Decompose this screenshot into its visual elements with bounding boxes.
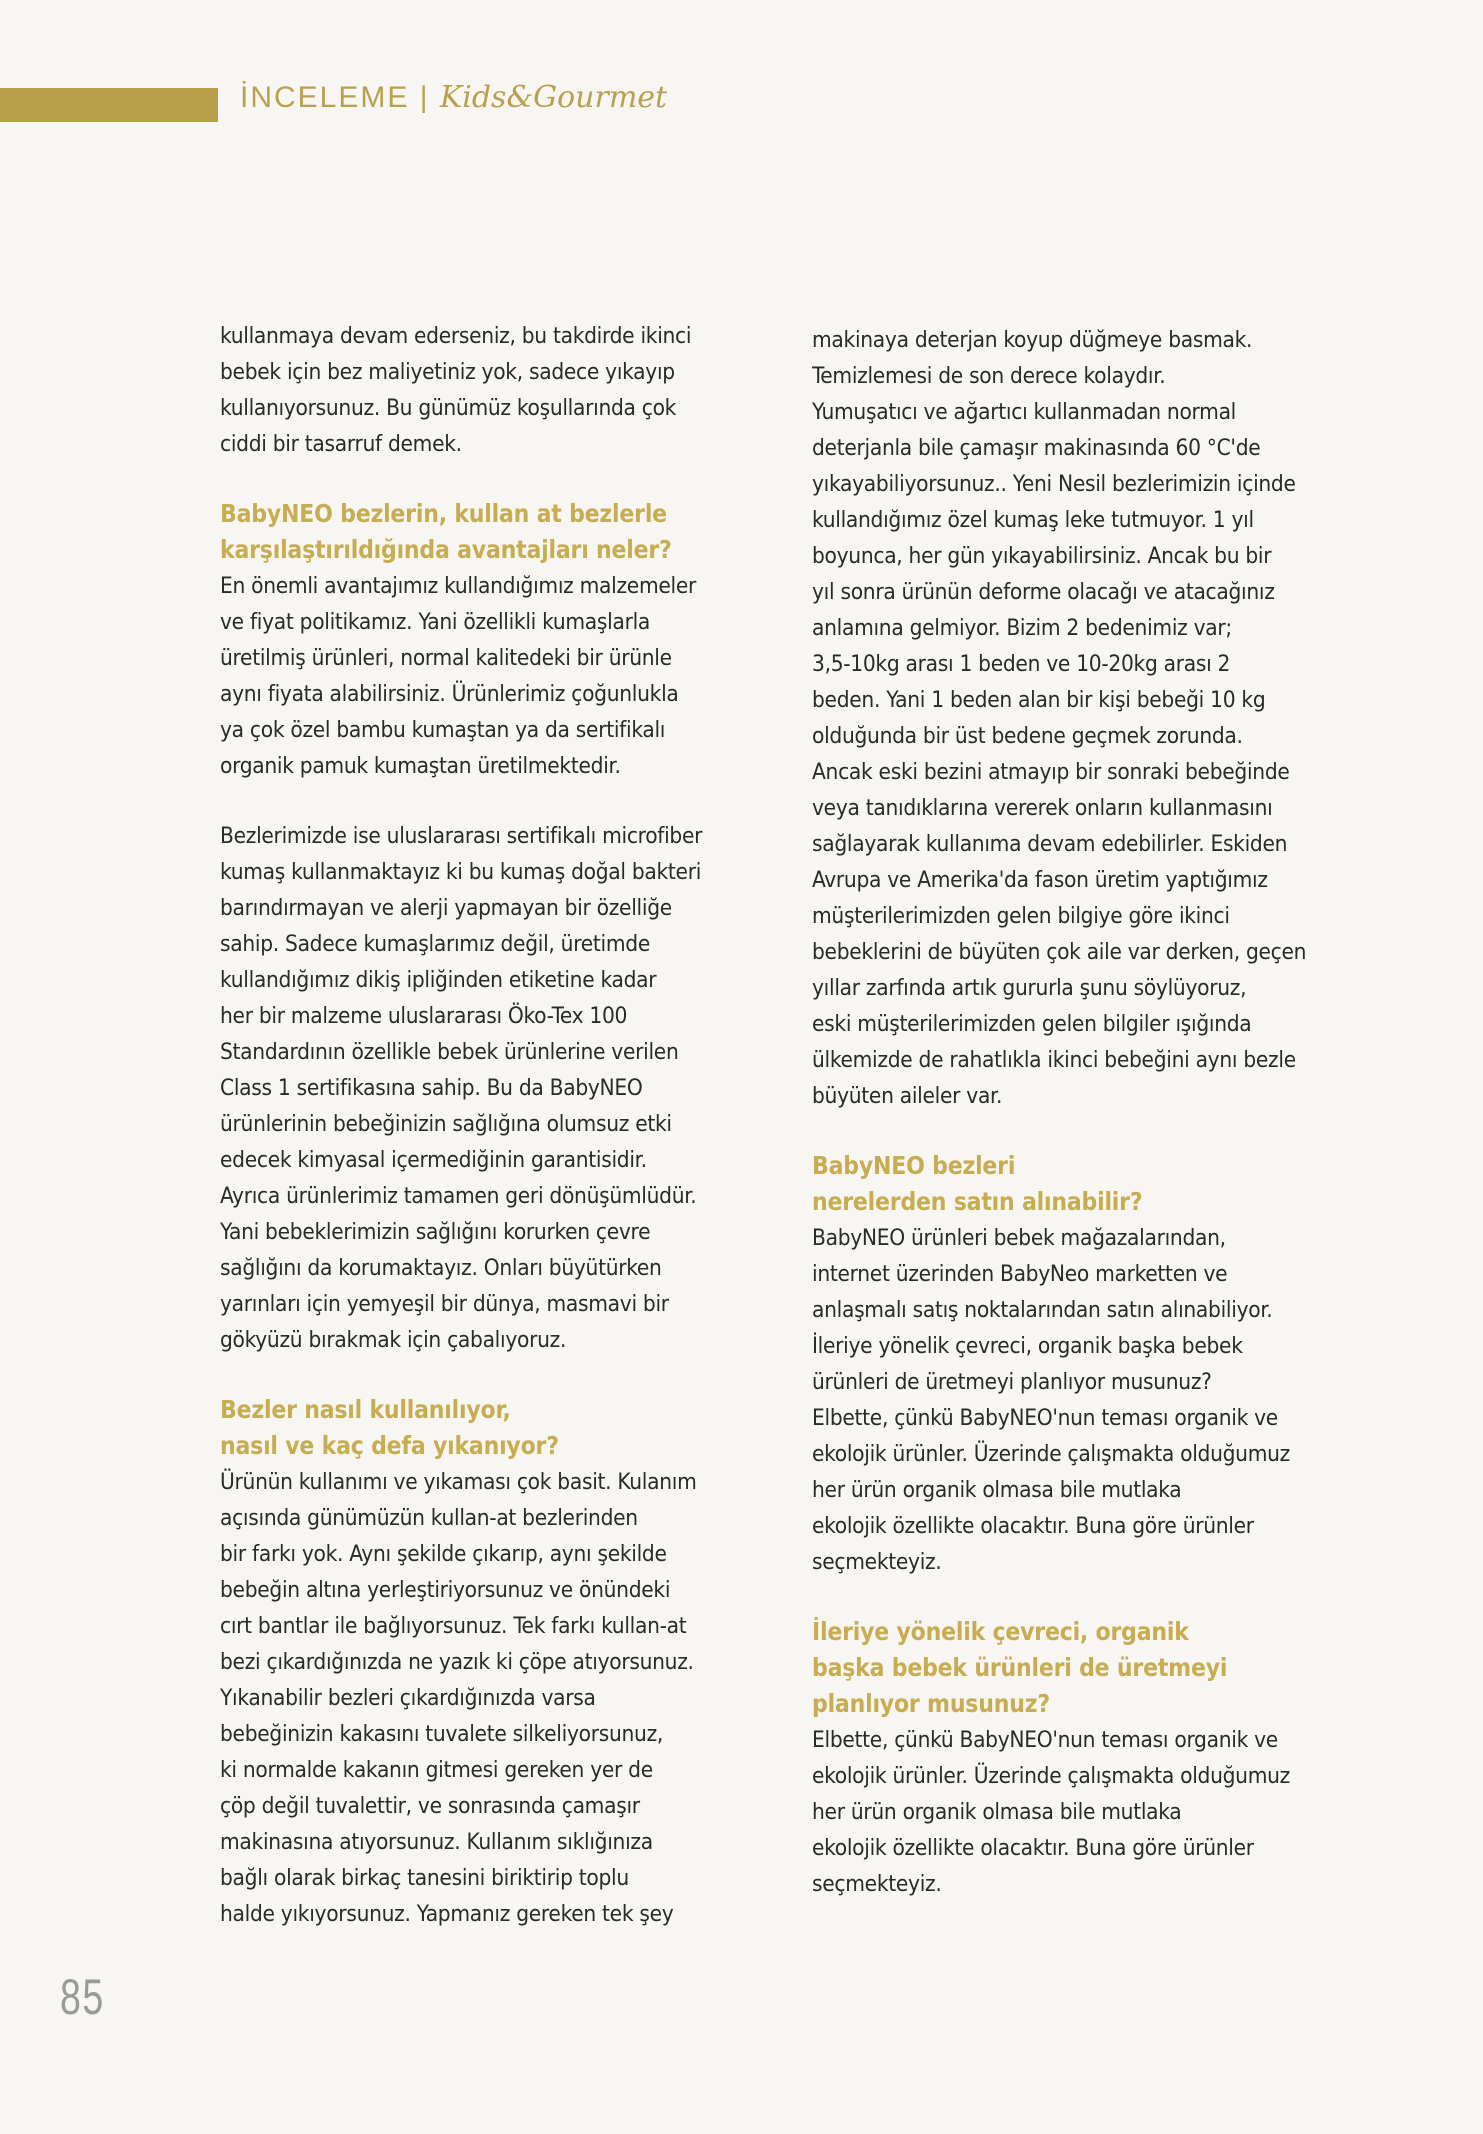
section-label: İNCELEME | [240, 81, 440, 114]
paragraph: En önemli avantajımız kullandığımız malzemeler ve fiyat politikamız. Yani özellikli kumaşlarla üretilmiş ürünleri, normal kalitedeki bir ürünle aynı fiyata alabilirsiniz. Ürünlerimiz çoğunlukla ya çok özel bambu kumaştan ya da sertifikalı organik pamuk kumaştan üretilmektedir. [220, 573, 697, 779]
header-accent-bar [0, 88, 218, 122]
paragraph: BabyNEO ürünleri bebek mağazalarından, internet üzerinden BabyNeo marketten ve anlaşmalı satış noktalarından satın alınabiliyor. İleriye yönelik çevreci, organik başka bebek ürünleri de üretmeyi planlıyor musunuz? Elbette, çünkü BabyNEO'nun teması organik ve ekolojik ürünler. Üzerinde çalışmakta olduğumuz her ürün organik olmasa bile mutlaka ekolojik özellikte olacaktır. Buna göre ürünler seçmekteyiz. [812, 1225, 1290, 1575]
running-header [240, 80, 667, 115]
paragraph: Elbette, çünkü BabyNEO'nun teması organik ve ekolojik ürünler. Üzerinde çalışmakta olduğumuz her ürün organik olmasa bile mutlaka ekolojik özellikte olacaktır. Buna göre ürünler seçmekteyiz. [812, 1727, 1290, 1897]
brand-name: Kids&Gourmet [439, 80, 668, 115]
paragraph: makinaya deterjan koyup düğmeye basmak. Temizlemesi de son derece kolaydır. Yumuşatıcı ve ağartıcı kullanmadan normal deterjanla bile çamaşır makinasında 60 °C'de yıkayabiliyorsunuz.. Yeni Nesil bezlerimizin içinde kullandığımız özel kumaş leke tutmuyor. 1 yıl boyunca, her gün yıkayabilirsiniz. Ancak bu bir yıl sonra ürünün deforme olacağı ve atacağınız anlamına gelmiyor. Bizim 2 bedenimiz var; 3,5-10kg arası 1 beden ve 10-20kg arası 2 beden. Yani 1 beden alan bir kişi bebeği 10 kg olduğunda bir üst bedene geçmek zorunda. Ancak eski bezini atmayıp bir sonraki bebeğinde veya tanıdıklarına vererek onların kullanmasını sağlayarak kullanıma devam edebilirler. Eskiden Avrupa ve Amerika'da fason üretim yaptığımız müşterilerimizden gelen bilgiye göre ikinci bebeklerini de büyüten çok aile var derken, geçen yıllar zarfında artık gururla şunu söylüyoruz, eski müşterilerimizden gelen bilgiler ışığında ülkemizde de rahatlıkla ikinci bebeğini aynı bezle büyüten aileler var. [812, 327, 1307, 1109]
paragraph: kullanmaya devam ederseniz, bu takdirde ikinci bebek için bez maliyetiniz yok, sadece yıkayıp kullanıyorsunuz. Bu günümüz koşullarında çok ciddi bir tasarruf demek. [220, 323, 692, 457]
question-heading: Bezler nasıl kullanılıyor, nasıl ve kaç defa yıkanıyor? [220, 1395, 559, 1460]
question-heading: BabyNEO bezlerin, kullan at bezlerle karşılaştırıldığında avantajları neler? [220, 499, 672, 564]
right-column [812, 322, 1372, 1936]
paragraph: Bezlerimizde ise uluslararası sertifikalı microfiber kumaş kullanmaktayız ki bu kumaş doğal bakteri barındırmayan ve alerji yapmayan bir özelliğe sahip. Sadece kumaşlarımız değil, üretimde kullandığımız dikiş ipliğinden etiketine kadar her bir malzeme uluslararası Öko-Tex 100 Standardının özellikle bebek ürünlerine verilen Class 1 sertifikasına sahip. Bu da BabyNEO ürünlerinin bebeğinizin sağlığına olumsuz etki edecek kimyasal içermediğinin garantisidir. Ayrıca ürünlerimiz tamamen geri dönüşümlüdür. Yani bebeklerimizin sağlığını korurken çevre sağlığını da korumaktayız. Onları büyütürken yarınları için yemyeşil bir dünya, masmavi bir gökyüzü bırakmak için çabalıyoruz. [220, 823, 703, 1353]
page-number: 85 [60, 1969, 105, 2025]
question-heading: İleriye yönelik çevreci, organik başka bebek ürünleri de üretmeyi planlıyor musunuz? [812, 1617, 1228, 1718]
paragraph: Ürünün kullanımı ve yıkaması çok basit. Kulanım açısında günümüzün kullan-at bezlerinden bir farkı yok. Aynı şekilde çıkarıp, aynı şekilde bebeğin altına yerleştiriyorsunuz ve önündeki cırt bantlar ile bağlıyorsunuz. Tek farkı kullan-at bezi çıkardığınızda ne yazık ki çöpe atıyorsunuz. Yıkanabilir bezleri çıkardığınızda varsa bebeğinizin kakasını tuvalete silkeliyorsunuz, ki normalde kakanın gitmesi gereken yer de çöp değil tuvalettir, ve sonrasında çamaşır makinasına atıyorsunuz. Kullanım sıklığınıza bağlı olarak birkaç tanesini biriktirip toplu halde yıkıyorsunuz. Yapmanız gereken tek şey [220, 1469, 697, 1927]
question-heading: BabyNEO bezleri nerelerden satın alınabilir? [812, 1151, 1143, 1216]
left-column [220, 318, 780, 1966]
